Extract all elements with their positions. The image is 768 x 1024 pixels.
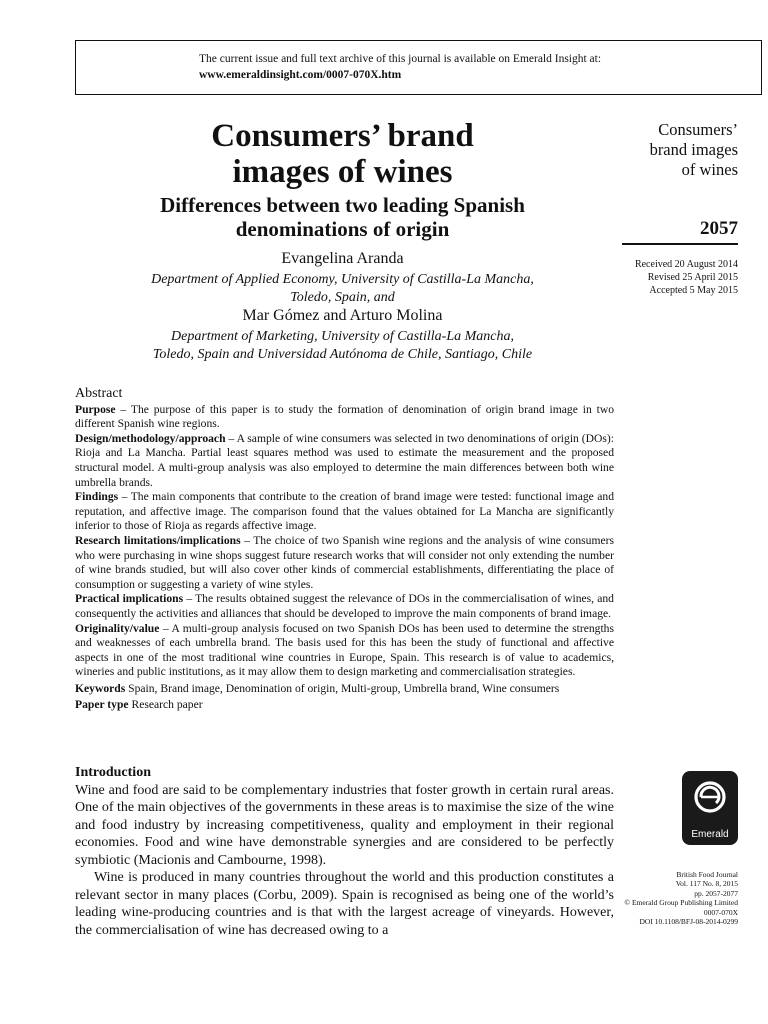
running-title: Consumers’ brand images of wines [649,120,738,179]
abstract-limitations: Research limitations/implications – The choice of two Spanish wine regions and the analysis of wine consumers who were purchasing in wine shops suggest future research works that will consider not only extending the number of wine brands studied, but will also cover other kinds of commercial establishments, differentiating the place of consumption or suggesting a variety of wine styles. [75,533,614,591]
journal-url-link[interactable]: www.emeraldinsight.com/0007-070X.htm [199,69,402,81]
abstract-design: Design/methodology/approach – A sample of wine consumers was selected in two denominations of origin (DOs): Rioja and La Mancha. Partial least squares method was used to estimate the measurement and the proposed structural model. A multi-group analysis was also employed to determine the main differences between both wine umbrella brands. [75,431,614,489]
access-banner [75,40,762,95]
paper-title: Consumers’ brand images of wines [211,118,474,190]
intro-paragraph: Wine and food are said to be complementary industries that foster growth in certain rural areas. One of the main objectives of the governments in these areas is to maximise the size of the wine and food industry by increasing competitiveness, quality and employment in their regional economies. Food and wine have demonstrable synergies and are considered to be perfectly symbiotic (Macionis and Cambourne, 1998). [75,782,614,868]
intro-paragraph: Wine is produced in many countries throughout the world and this production constitutes a relevant sector in many places (Corbu, 2009). Spain is recognised as being one of the world’s leading wine-producing countries and is that with the largest acreage of vineyards. However, the commercialisation of wine has decreased owing to a [75,870,614,938]
logo-label: Emerald [691,829,729,840]
abstract-originality: Originality/value – A multi-group analysis focused on two Spanish DOs has been used to determine the strengths and weaknesses of each umbrella brand. The basis used for this has been the study of functional and affective aspects in one of the most traditional wine countries in Europe, Spain. This research is of value to academics, wineries and public institutions, as it may allow them to design marketing and commercialisation strategies. [75,621,614,679]
emerald-e-icon [692,779,728,817]
page-number: 2057 [622,218,738,245]
banner-text: The current issue and full text archive of this journal is available on Emerald Insight at: [199,53,602,65]
abstract-purpose: Purpose – The purpose of this paper is to study the formation of denomination of origin brand image in two different Spanish wine regions. [75,402,614,431]
abstract-heading: Abstract [75,386,123,401]
paper-subtitle: Differences between two leading Spanish denominations of origin [160,193,525,241]
abstract-findings: Findings – The main components that contribute to the creation of brand image were tested: functional image and reputation, and affective image. The comparison found that the values obtained for La Mancha are significantly inferior to those of Rioja as regards affective image. [75,490,614,533]
journal-info: British Food Journal Vol. 117 No. 8, 2015 pp. 2057-2077 © Emerald Group Publishing Limited 0007-070X DOI 10.1108/BFJ-08-2014-0299 [624,870,738,927]
author-affiliation-1: Department of Applied Economy, University of Castilla-La Mancha, Toledo, Spain, and [151,272,534,305]
abstract [75,387,614,713]
article-dates: Received 20 August 2014 Revised 25 April 2015 Accepted 5 May 2015 [634,259,738,296]
abstract-practical: Practical implications – The results obtained suggest the relevance of DOs in the commercialisation of wines, and consequently the activities and alliances that should be developed to improve the main components of brand image. [75,592,614,620]
author-affiliation-2: Department of Marketing, University of Castilla-La Mancha, Toledo, Spain and Universidad Autónoma de Chile, Santiago, Chile [152,329,533,362]
introduction-heading: Introduction [75,765,151,780]
author-name-1: Evangelina Aranda [281,250,404,267]
abstract-paper-type: Paper type Research paper [75,698,203,712]
abstract-keywords: Keywords Spain, Brand image, Denomination of origin, Multi-group, Umbrella brand, Wine consumers [75,681,560,695]
emerald-logo [682,771,738,845]
author-name-2: Mar Gómez and Arturo Molina [242,307,443,324]
introduction [75,764,614,939]
